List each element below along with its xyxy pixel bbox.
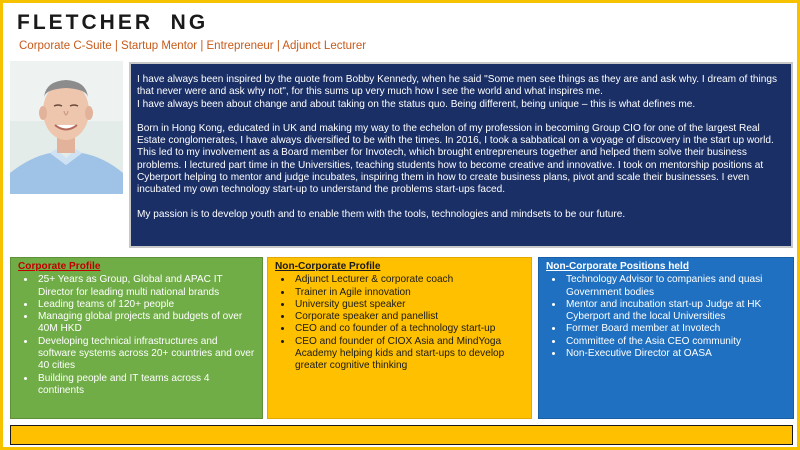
corporate-profile-title: Corporate Profile xyxy=(18,261,101,272)
corporate-profile-list xyxy=(18,274,256,397)
non-corporate-profile-box xyxy=(267,257,532,419)
list-item: • 25+ Years as Group, Global and APAC IT Director for leading multi national brands xyxy=(36,274,256,299)
list-item: • CEO and co founder of a technology start-up xyxy=(293,323,525,335)
non-corporate-profile-list xyxy=(275,274,525,372)
list-item: • Adjunct Lecturer & corporate coach xyxy=(293,274,525,286)
list-item: • Managing global projects and budgets of over 40M HKD xyxy=(36,311,256,336)
list-item: • Developing technical infrastructures and software systems across 20+ countries and over 40 cities xyxy=(36,336,256,373)
portrait-photo xyxy=(10,61,123,194)
bio-spacer xyxy=(137,111,783,123)
bio-paragraph: I have always been about change and about taking on the status quo. Being different, being unique – this is what defines me. xyxy=(137,98,696,110)
list-item: • Building people and IT teams across 4 continents xyxy=(36,373,256,398)
list-item: • Mentor and incubation start-up Judge at HK Cyberport and the local Universities xyxy=(564,299,787,324)
bio-paragraph: Born in Hong Kong, educated in UK and making my way to the echelon of my profession in becoming Group CIO for one of the largest Real Estate conglomerates, I have always diversified to be with the times. In 2016, I took a sabbatical on a voyage of discovery in the start up world. This led to my involvement as a Board member for Invotech, which brought entrepreneurs together and helped them solve their business problems. I lectured part time in the Universities, teaching students how to become creative and innovative. I took on mentorship positions at Cyberport helping to mentor and judge incubates, inspiring them in how to create business plans, pivot and scale their businesses. I even incubated my own technology start-up to understand the problems start-ups faced. xyxy=(137,122,774,196)
list-item: • CEO and founder of CIOX Asia and MindYoga Academy helping kids and start-ups to develop greater cognitive thinking xyxy=(293,336,525,373)
bio-paragraph: I have always been inspired by the quote from Bobby Kennedy, when he said "Some men see things as they are and ask why. I dream of things that never were and ask why not", for this sums up very much how I see the world and what inspires me. xyxy=(137,74,778,98)
non-corporate-profile-title: Non-Corporate Profile xyxy=(275,261,381,272)
bio-panel xyxy=(129,62,793,248)
bio-spacer xyxy=(137,197,783,209)
list-item: • Leading teams of 120+ people xyxy=(36,299,256,311)
list-item: • Corporate speaker and panellist xyxy=(293,311,525,323)
non-corporate-positions-title: Non-Corporate Positions held xyxy=(546,261,689,272)
list-item: • Non-Executive Director at OASA xyxy=(564,348,787,360)
list-item: • Former Board member at Invotech xyxy=(564,323,787,335)
list-item: • Technology Advisor to companies and quasi Government bodies xyxy=(564,274,787,299)
list-item: • Committee of the Asia CEO community xyxy=(564,336,787,348)
portrait-illustration xyxy=(10,61,123,194)
footer-bar xyxy=(10,425,793,445)
corporate-profile-box xyxy=(10,257,263,419)
person-subtitle: Corporate C-Suite | Startup Mentor | Entrepreneur | Adjunct Lecturer xyxy=(19,40,367,52)
non-corporate-positions-box xyxy=(538,257,794,419)
bio-paragraph: My passion is to develop youth and to enable them with the tools, technologies and mindsets to be our future. xyxy=(137,208,626,220)
list-item: • University guest speaker xyxy=(293,299,525,311)
person-name: FLETCHER NG xyxy=(17,11,209,34)
non-corporate-positions-list xyxy=(546,274,787,360)
list-item: • Trainer in Agile innovation xyxy=(293,287,525,299)
